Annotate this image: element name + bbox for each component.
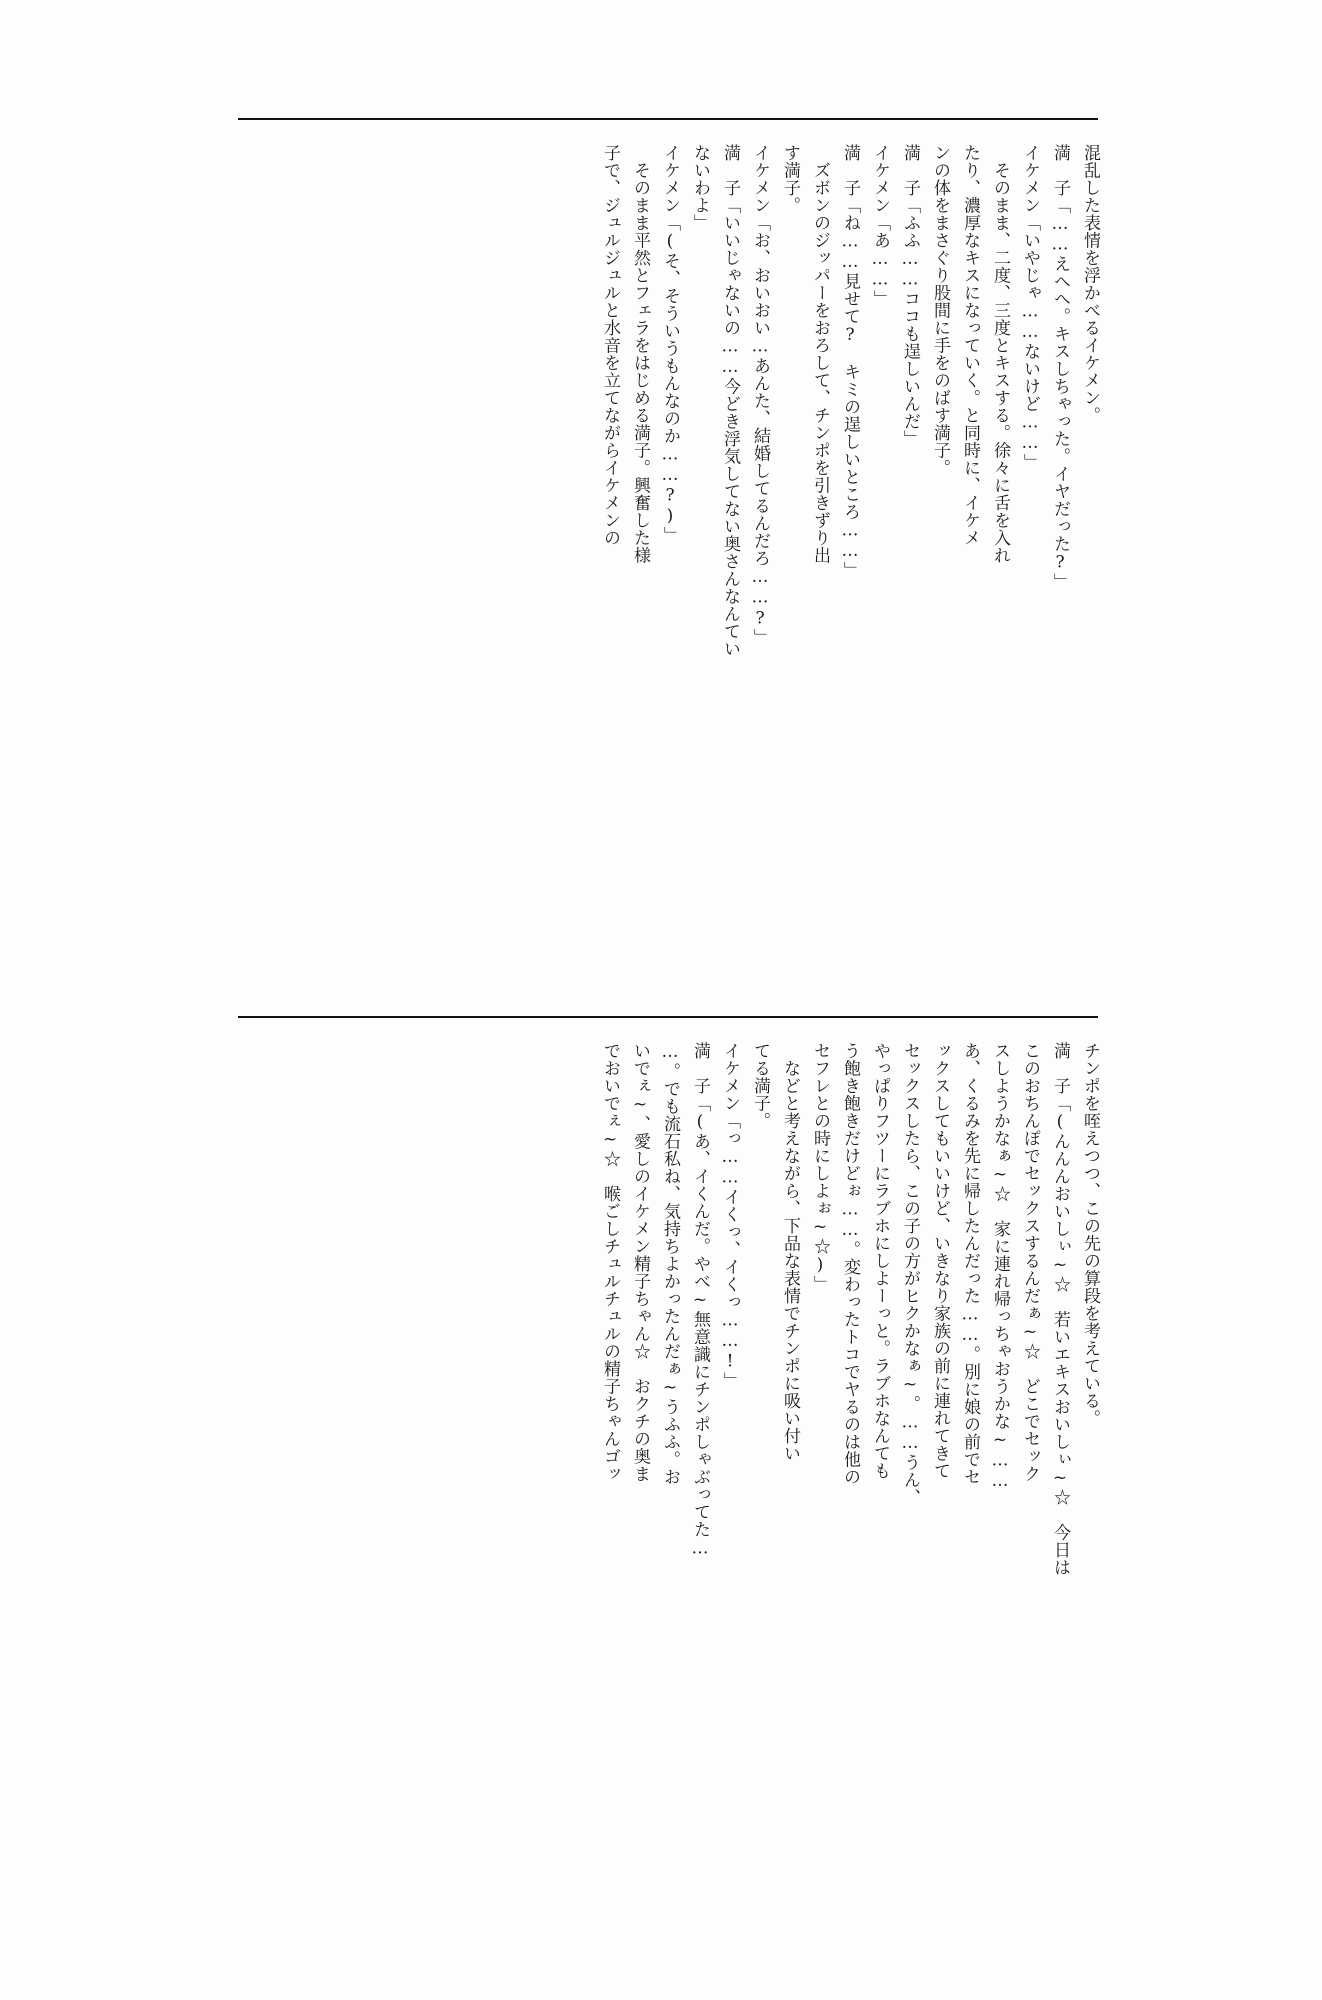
text-panel-bottom (238, 1016, 1098, 1916)
text-line: イケメン「っ……イくっ、イくっ……!」 (720, 1042, 740, 1390)
text-line: 満 子「……えへへ。キスしちゃった。イヤだった?」 (1050, 144, 1070, 591)
text-line: イケメン「(そ、そういうもんなのか……?)」 (660, 144, 680, 545)
text-line: いでぇ~、愛しのイケメン精子ちゃん☆ おクチの奥ま (630, 1042, 650, 1483)
vertical-text-block-bottom (238, 1018, 1098, 1916)
text-panel-top (238, 118, 1098, 1018)
text-line: セフレとの時にしよぉ~☆)」 (810, 1042, 830, 1294)
line-gap (678, 120, 691, 1018)
text-line: ックスしてもいいけど、いきなり家族の前に連れてきて (930, 1042, 950, 1480)
vertical-text-block-top (238, 120, 1098, 1018)
text-line: 子で、ジュルジュルと水音を立てながらイケメンの (600, 144, 620, 547)
text-line: 満 子「(んんんおいしぃ~☆ 若いエキスおいしぃ~☆ 今日は (1050, 1042, 1070, 1577)
text-line: ないわよ」 (690, 144, 710, 232)
text-line: そのまま平然とフェラをはじめる満子。興奮した様 (630, 144, 650, 565)
text-line: イケメン「お、おいおい…あんた、結婚してるんだろ……?」 (750, 144, 770, 647)
text-line: 混乱した表情を浮かべるイケメン。 (1080, 144, 1100, 425)
line-gap (738, 1018, 751, 1916)
text-line: このおちんぽでセックスするんだぁ~☆ どこでセック (1020, 1042, 1040, 1483)
text-line: す満子。 (780, 144, 800, 215)
text-line: チンポを咥えつつ、この先の算段を考えている。 (1080, 1042, 1100, 1428)
text-line: でおいでぇ~☆ 喉ごしチュルチュルの精子ちゃんゴッ (600, 1042, 620, 1483)
text-line: たり、濃厚なキスになっていく。と同時に、イケメ (960, 144, 980, 547)
text-line: スしようかなぁ~☆ 家に連れ帰っちゃおうかな~…… (990, 1042, 1010, 1492)
text-line: てる満子。 (750, 1042, 770, 1130)
text-line: そのまま、二度、三度とキスする。徐々に舌を入れ (990, 144, 1010, 565)
text-line: セックスしたら、この子の方がヒクかなぁ~。……うん、 (900, 1042, 920, 1507)
text-line: あ、くるみを先に帰したんだった……。別に娘の前でセ (960, 1042, 980, 1486)
text-line: 満 子「いいじゃないの……今どき浮気してない奥さんなんてい (720, 144, 740, 658)
text-line: …。でも流石私ね、気持ちよかったんだぁ~うふふ。お (660, 1042, 680, 1486)
text-line: イケメン「いやじゃ……ないけど……」 (1020, 144, 1040, 472)
text-line: などと考えながら、下品な表情でチンポに吸い付い (780, 1042, 800, 1463)
line-gap (768, 120, 781, 1018)
text-line: 満 子「(あ、イくんだ。やべ~無意識にチンポしゃぶってた… (690, 1042, 710, 1559)
text-line: 満 子「ふふ……ココも逞しいんだ」 (900, 144, 920, 448)
text-line: 満 子「ね……見せて? キミの逞しいところ……」 (840, 144, 860, 580)
text-line: イケメン「あ……」 (870, 144, 890, 308)
text-line: やっぱりフツーにラブホにしよーっと。ラブホなんても (870, 1042, 890, 1480)
text-line: ズボンのジッパーをおろして、チンポを引きずり出 (810, 144, 830, 565)
text-line: ンの体をまさぐり股間に手をのばす満子。 (930, 144, 950, 477)
text-line: う飽き飽きだけどぉ……。変わったトコでヤるのは他の (840, 1042, 860, 1486)
